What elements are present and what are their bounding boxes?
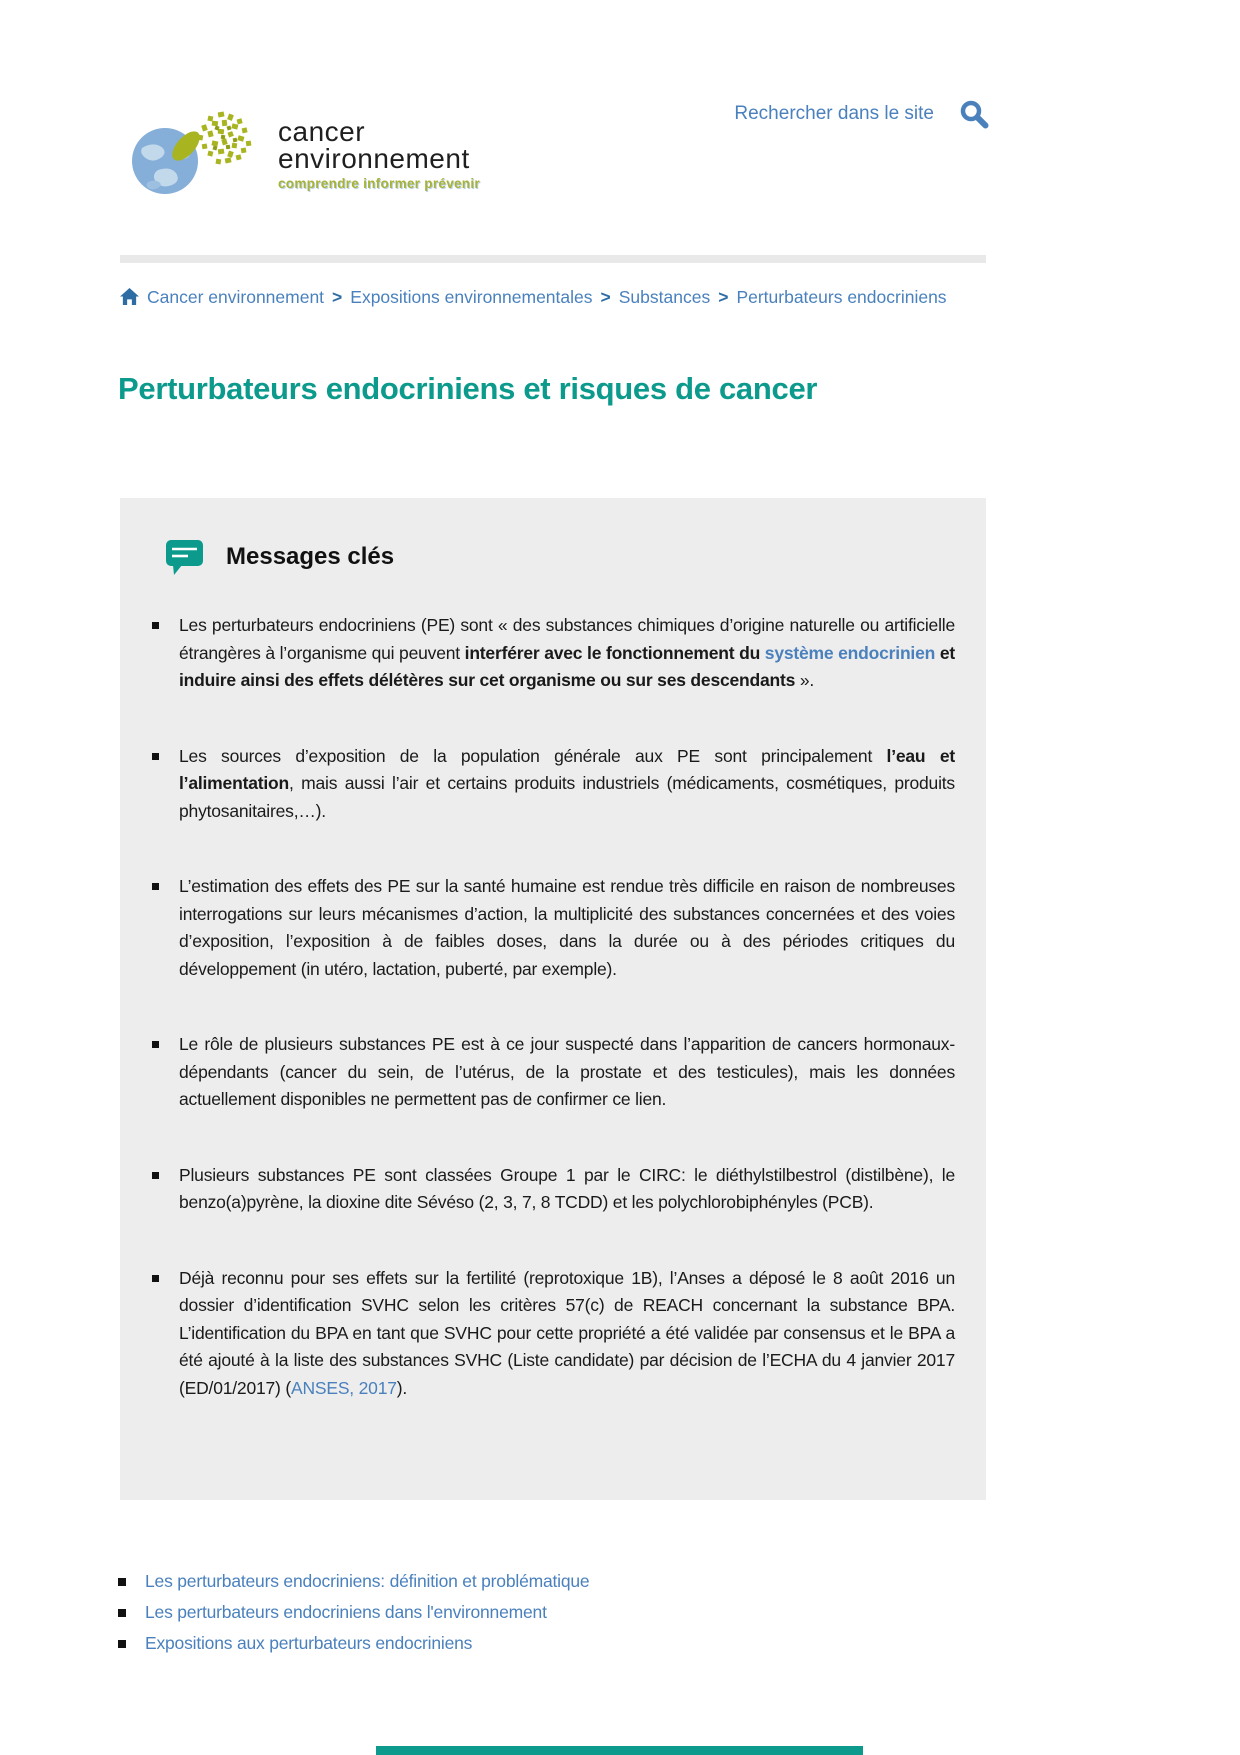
link-anses-2017[interactable]: ANSES, 2017 [290,1377,397,1398]
text-segment: Déjà reconnu pour ses effets sur la fertilité (reprotoxique 1B), l’Anses a déposé le 8 août 2016 un dossier d’identification SVHC selon les critères 57(c) de REACH concernant la substance BPA. L’identification du BPA en tant que SVHC pour cette propriété a été validée par consensus et le BPA a été ajouté à la liste des substances SVHC (Liste candidate) par décision de l’ECHA du 4 janvier 2017 (ED/01/2017) ( [179,1267,955,1398]
site-search[interactable] [734,98,990,130]
key-messages-heading: Messages clés [226,543,395,570]
logo-text [278,118,480,191]
square-bullet [152,753,159,760]
square-bullet [118,1578,126,1586]
breadcrumb-link-home[interactable]: Cancer environnement [147,287,325,307]
text-segment: Plusieurs substances PE sont classées Groupe 1 par le CIRC: le diéthylstilbestrol (distilbène), le benzo(a)pyrène, la dioxine dite Sévéso (2, 3, 7, 8 TCDD) et les polychlorobiphényles (PCB). [179,1164,955,1212]
site-logo[interactable] [128,108,480,198]
square-bullet [118,1609,126,1617]
breadcrumb-separator: > [718,287,729,307]
header-divider [120,255,986,263]
logo-title-line2: environnement [278,143,470,174]
breadcrumb-separator: > [332,287,343,307]
toc-item [118,1597,589,1628]
key-messages-header [164,538,955,576]
key-message-text [179,612,955,695]
logo-globe-icon [128,108,266,198]
text-segment-bold: interférer avec le fonctionnement du [464,642,765,663]
breadcrumb [120,287,947,308]
toc-link-environnement[interactable]: Les perturbateurs endocriniens dans l'environnement [145,1602,547,1622]
square-bullet [152,883,159,890]
breadcrumb-current[interactable]: Perturbateurs endocriniens [736,287,947,307]
square-bullet [152,622,159,629]
toc-links [118,1566,589,1659]
search-label[interactable]: Rechercher dans le site [734,103,934,124]
square-bullet [118,1640,126,1648]
toc-item [118,1566,589,1597]
breadcrumb-link-expositions[interactable]: Expositions environnementales [350,287,593,307]
square-bullet [152,1172,159,1179]
page-title: Perturbateurs endocriniens et risques de cancer [118,371,818,406]
logo-tagline: comprendre informer prévenir [278,176,480,191]
footer-accent-bar [376,1746,863,1755]
key-messages-list [152,612,955,1402]
key-message-text [179,1031,955,1114]
search-icon[interactable] [958,98,990,130]
key-message-item [152,873,955,983]
key-message-item [152,1031,955,1114]
text-segment: L’estimation des effets des PE sur la santé humaine est rendue très difficile en raison de nombreuses interrogations sur leurs mécanismes d’action, la multiplicité des substances concernées et des voies d’exposition, l’exposition à de faibles doses, dans la durée ou à des périodes critiques du développement (in utéro, lactation, puberté, par exemple). [179,876,955,979]
text-segment: ). [396,1377,408,1398]
text-segment: Le rôle de plusieurs substances PE est à ce jour suspecté dans l’apparition de cancers hormonaux-dépendants (cancer du sein, de l’utérus, de la prostate et des testicules), mais les données actuellement disponibles ne permettent pas de confirmer ce lien. [179,1034,955,1109]
toc-item [118,1628,589,1659]
key-message-item [152,1265,955,1403]
key-message-item [152,1162,955,1217]
speech-bubble-icon [164,538,206,576]
text-segment-bold: et induire ainsi des effets délétères sur cet organisme ou sur ses descendants [179,642,955,690]
key-message-text [179,1265,955,1403]
square-bullet [152,1275,159,1282]
square-bullet [152,1041,159,1048]
toc-link-expositions[interactable]: Expositions aux perturbateurs endocriniens [145,1633,473,1653]
key-message-item [152,743,955,826]
text-segment-bold: l’eau et l’alimentation [179,745,955,793]
key-message-text [179,743,955,826]
link-systeme-endocrinien[interactable]: système endocrinien [764,642,936,663]
text-segment: Les perturbateurs endocriniens (PE) sont « des substances chimiques d’origine naturelle ou artificielle étrangères à l’organisme qui peuvent [179,615,955,663]
breadcrumb-link-substances[interactable]: Substances [618,287,711,307]
toc-link-definition[interactable]: Les perturbateurs endocriniens: définition et problématique [145,1571,590,1591]
breadcrumb-separator: > [600,287,611,307]
home-icon[interactable] [120,288,139,306]
key-message-item [152,612,955,695]
text-segment: Les sources d’exposition de la population générale aux PE sont principalement [179,745,887,766]
text-segment: ». [795,670,815,690]
text-segment: , mais aussi l’air et certains produits industriels (médicaments, cosmétiques, produits phytosanitaires,…). [179,773,955,821]
key-message-text [179,1162,955,1217]
key-messages-box [120,498,986,1500]
key-message-text [179,873,955,983]
logo-title-line1: cancer [278,116,366,147]
